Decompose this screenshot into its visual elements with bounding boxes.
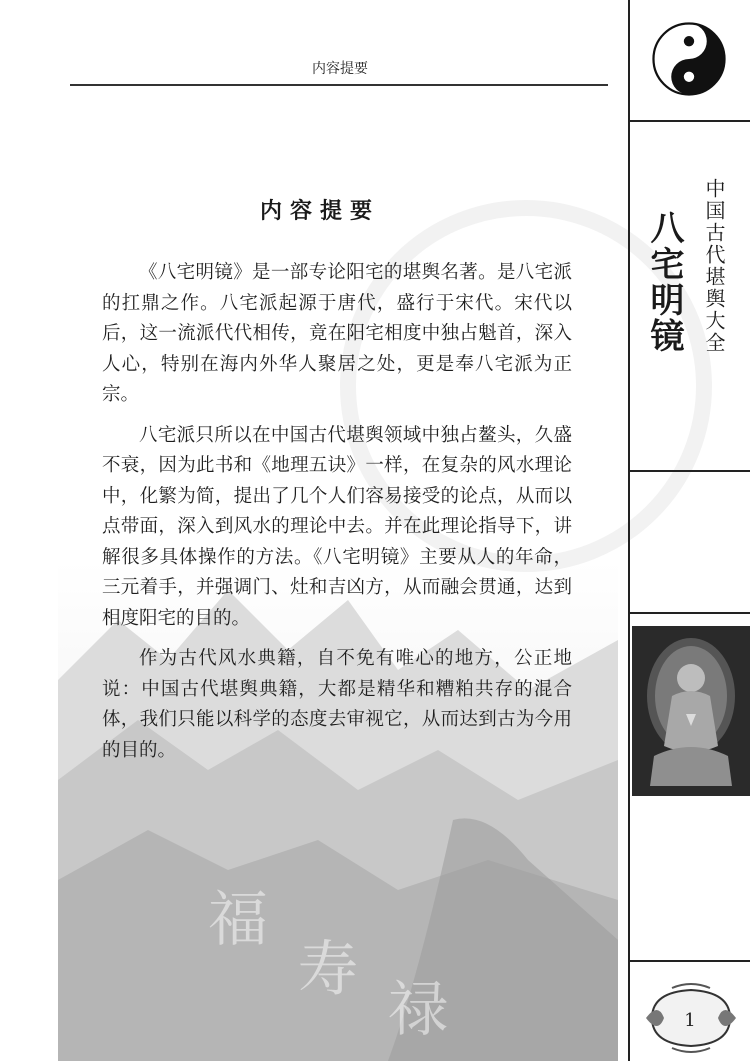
svg-text:福: 福 [208,885,268,955]
book-title: 八宅明镜 [644,210,684,354]
buddha-statue-image [632,626,750,796]
paragraph: 八宅派只所以在中国古代堪舆领域中独占鳌头，久盛不衰，因为此书和《地理五诀》一样，在复杂的风水理论中，化繁为简，提出了几个人们容易接受的论点，从而以点带面，深入到风水的理论中去。并在此理论指导下，讲解很多具体操作的方法。《八宅明镜》主要从人的年命，三元着手，并强调门、灶和吉凶方，从而融会贯通，达到相度阳宅的目的。 [102,424,572,629]
sidebar-rule [630,612,750,614]
body-text [102,258,572,776]
svg-text:禄: 禄 [388,975,448,1045]
sidebar-rule [630,960,750,962]
series-title: 中国古代堪舆大全 [702,178,726,354]
sidebar-divider [628,0,630,1061]
svg-text:寿: 寿 [298,935,358,1005]
yin-yang-icon [652,22,726,96]
page-number: 1 [684,1010,696,1031]
running-header: 内容提要 [312,61,368,77]
sidebar-rule [630,470,750,472]
paragraph: 《八宅明镜》是一部专论阳宅的堪舆名著。是八宅派的扛鼎之作。八宅派起源于唐代，盛行于宋代。宋代以后，这一流派代代相传，竟在阳宅相度中独占魁首，深入人心，特别在海内外华人聚居之处，更是奉八宅派为正宗。 [102,262,572,405]
section-heading: 内容提要 [259,199,380,224]
sidebar-rule [630,120,750,122]
header-rule [70,84,608,86]
paragraph: 作为古代风水典籍，自不免有唯心的地方，公正地说：中国古代堪舆典籍，大都是精华和糟粕共存的混合体，我们只能以科学的态度去审视它，从而达到古为今用的目的。 [102,648,572,761]
